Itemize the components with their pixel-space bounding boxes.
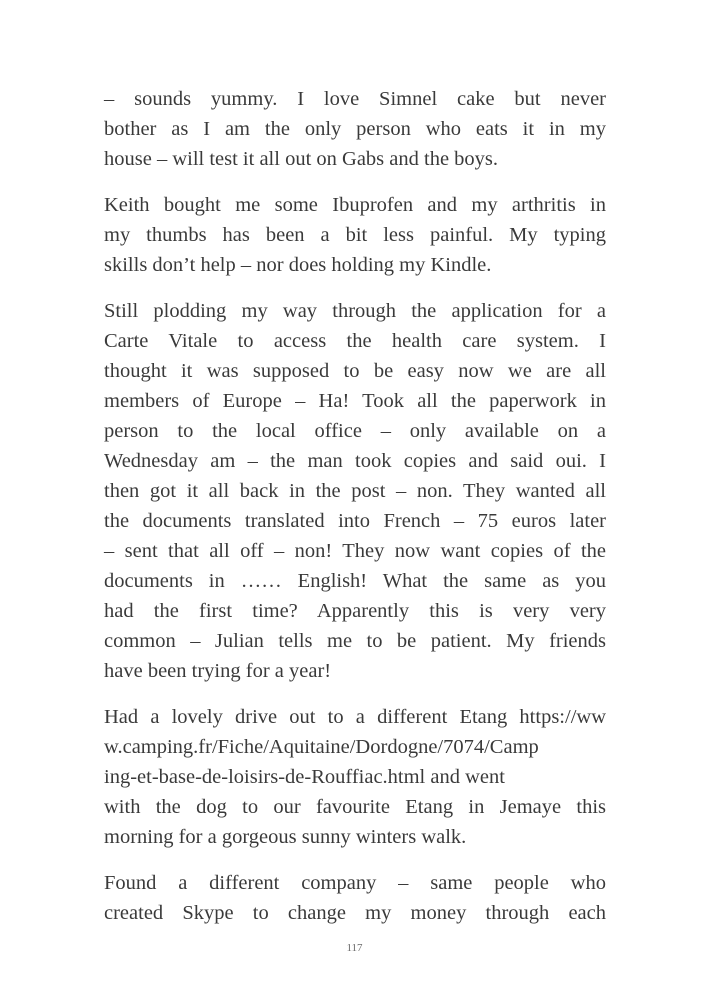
- text-line: – sounds yummy. I love Simnel cake but never: [104, 88, 606, 110]
- paragraph: [104, 702, 606, 852]
- text-line: Keith bought me some Ibuprofen and my arthritis in: [104, 194, 606, 216]
- page-number: 117: [346, 942, 363, 954]
- text-line: bother as I am the only person who eats it in my: [104, 118, 606, 140]
- paragraph: [104, 868, 606, 928]
- text-line: house – will test it all out on Gabs and the boys.: [104, 148, 499, 170]
- text-line: common – Julian tells me to be patient. My friends: [104, 630, 606, 652]
- text-line: had the first time? Apparently this is very very: [104, 600, 606, 622]
- text-line: Carte Vitale to access the health care system. I: [104, 330, 606, 352]
- text-line: the documents translated into French – 75 euros later: [104, 510, 606, 532]
- paragraph: [104, 296, 606, 686]
- paragraph: [104, 84, 606, 174]
- paragraph: [104, 190, 606, 280]
- text-line: person to the local office – only available on a: [104, 420, 606, 442]
- text-line: Wednesday am – the man took copies and said oui. I: [104, 450, 606, 472]
- text-line: morning for a gorgeous sunny winters walk.: [104, 826, 467, 848]
- text-line: my thumbs has been a bit less painful. My typing: [104, 224, 606, 246]
- text-line: Had a lovely drive out to a different Etang https://ww: [104, 706, 606, 728]
- text-line: created Skype to change my money through each: [104, 902, 606, 924]
- text-line: – sent that all off – non! They now want copies of the: [104, 540, 606, 562]
- text-line: skills don’t help – nor does holding my Kindle.: [104, 254, 492, 276]
- text-line: then got it all back in the post – non. They wanted all: [104, 480, 606, 502]
- page-body: [104, 84, 606, 944]
- text-line: ing-et-base-de-loisirs-de-Rouffiac.html and went: [104, 766, 505, 788]
- text-line: members of Europe – Ha! Took all the paperwork in: [104, 390, 606, 412]
- text-line: thought it was supposed to be easy now we are all: [104, 360, 606, 382]
- text-line: documents in …… English! What the same as you: [104, 570, 606, 592]
- text-line: w.camping.fr/Fiche/Aquitaine/Dordogne/7074/Camp: [104, 736, 539, 758]
- text-line: have been trying for a year!: [104, 660, 332, 682]
- text-line: with the dog to our favourite Etang in Jemaye this: [104, 796, 606, 818]
- text-line: Found a different company – same people who: [104, 872, 606, 894]
- text-line: Still plodding my way through the application for a: [104, 300, 606, 322]
